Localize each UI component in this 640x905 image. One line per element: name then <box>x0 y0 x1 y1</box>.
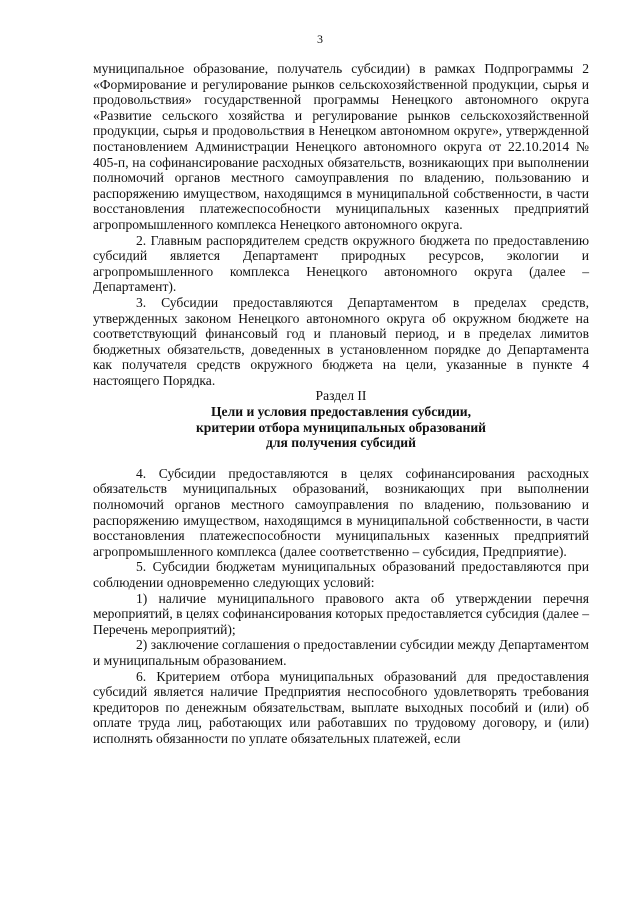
section-title-line: Цели и условия предоставления субсидии, <box>210 404 472 420</box>
page-number: 3 <box>317 32 323 46</box>
paragraph: 6. Критерием отбора муниципальных образований для предоставления субсидий является наличие Предприятия неспособного удовлетворять требования кредиторов по денежным обязательствам, выплате выходных пособий и (или) об оплате труда лиц, работающих или работавших по трудовому договору, и (или) исполнять обязанности по уплате обязательных платежей, если <box>93 668 589 746</box>
section-title-line: критерии отбора муниципальных образований <box>195 419 487 435</box>
paragraph: 5. Субсидии бюджетам муниципальных образований предоставляются при соблюдении одновременно следующих условий: <box>93 559 589 590</box>
paragraph: 2. Главным распорядителем средств окружного бюджета по предоставлению субсидий является Департамент природных ресурсов, экологии и агропромышленного комплекса Ненецкого автономного округа (далее – Департамент). <box>93 232 589 295</box>
document-body <box>93 61 589 747</box>
paragraph: 1) наличие муниципального правового акта об утверждении перечня мероприятий, в целях софинансирования которых предоставляется субсидия (далее – Перечень мероприятий); <box>93 590 589 637</box>
paragraph: 2) заключение соглашения о предоставлении субсидии между Департаментом и муниципальным образованием. <box>93 637 589 668</box>
paragraph: муниципальное образование, получатель субсидии) в рамках Подпрограммы 2 «Формирование и регулирование рынков сельскохозяйственной продукции, сырья и продовольствия» государственной программы Ненецкого автономного округа «Развитие сельского хозяйства и регулирование рынков сельскохозяйственной продукции, сырья и продовольствия в Ненецком автономном округе», утвержденной постановлением Администрации Ненецкого автономного округа от 22.10.2014 № 405-п, на софинансирование расходных обязательств, возникающих при выполнении полномочий органов местного самоуправления по владению, пользованию и распоряжению имуществом, находящимся в муниципальной собственности, в части восстановления платежеспособности муниципальных казенных предприятий агропромышленного комплекса Ненецкого автономного округа. <box>93 61 589 232</box>
section-title-line: для получения субсидий <box>266 435 416 451</box>
paragraph: 3. Субсидии предоставляются Департаментом в пределах средств, утвержденных законом Ненецкого автономного округа об окружном бюджете на соответствующий финансовый год и плановый период, и в пределах лимитов бюджетных обязательств, доведенных в установленном порядке до Департамента как получателя средств окружного бюджета на цели, указанные в пункте 4 настоящего Порядка. <box>93 294 589 388</box>
paragraph: 4. Субсидии предоставляются в целях софинансирования расходных обязательств муниципальных образований, возникающих при выполнении полномочий органов местного самоуправления по владению, пользованию и распоряжению имуществом, находящимся в муниципальной собственности, в части восстановления платежеспособности муниципальных казенных предприятий агропромышленного комплекса (далее соответственно – субсидия, Предприятие). <box>93 465 589 559</box>
section-label: Раздел II <box>315 388 367 404</box>
